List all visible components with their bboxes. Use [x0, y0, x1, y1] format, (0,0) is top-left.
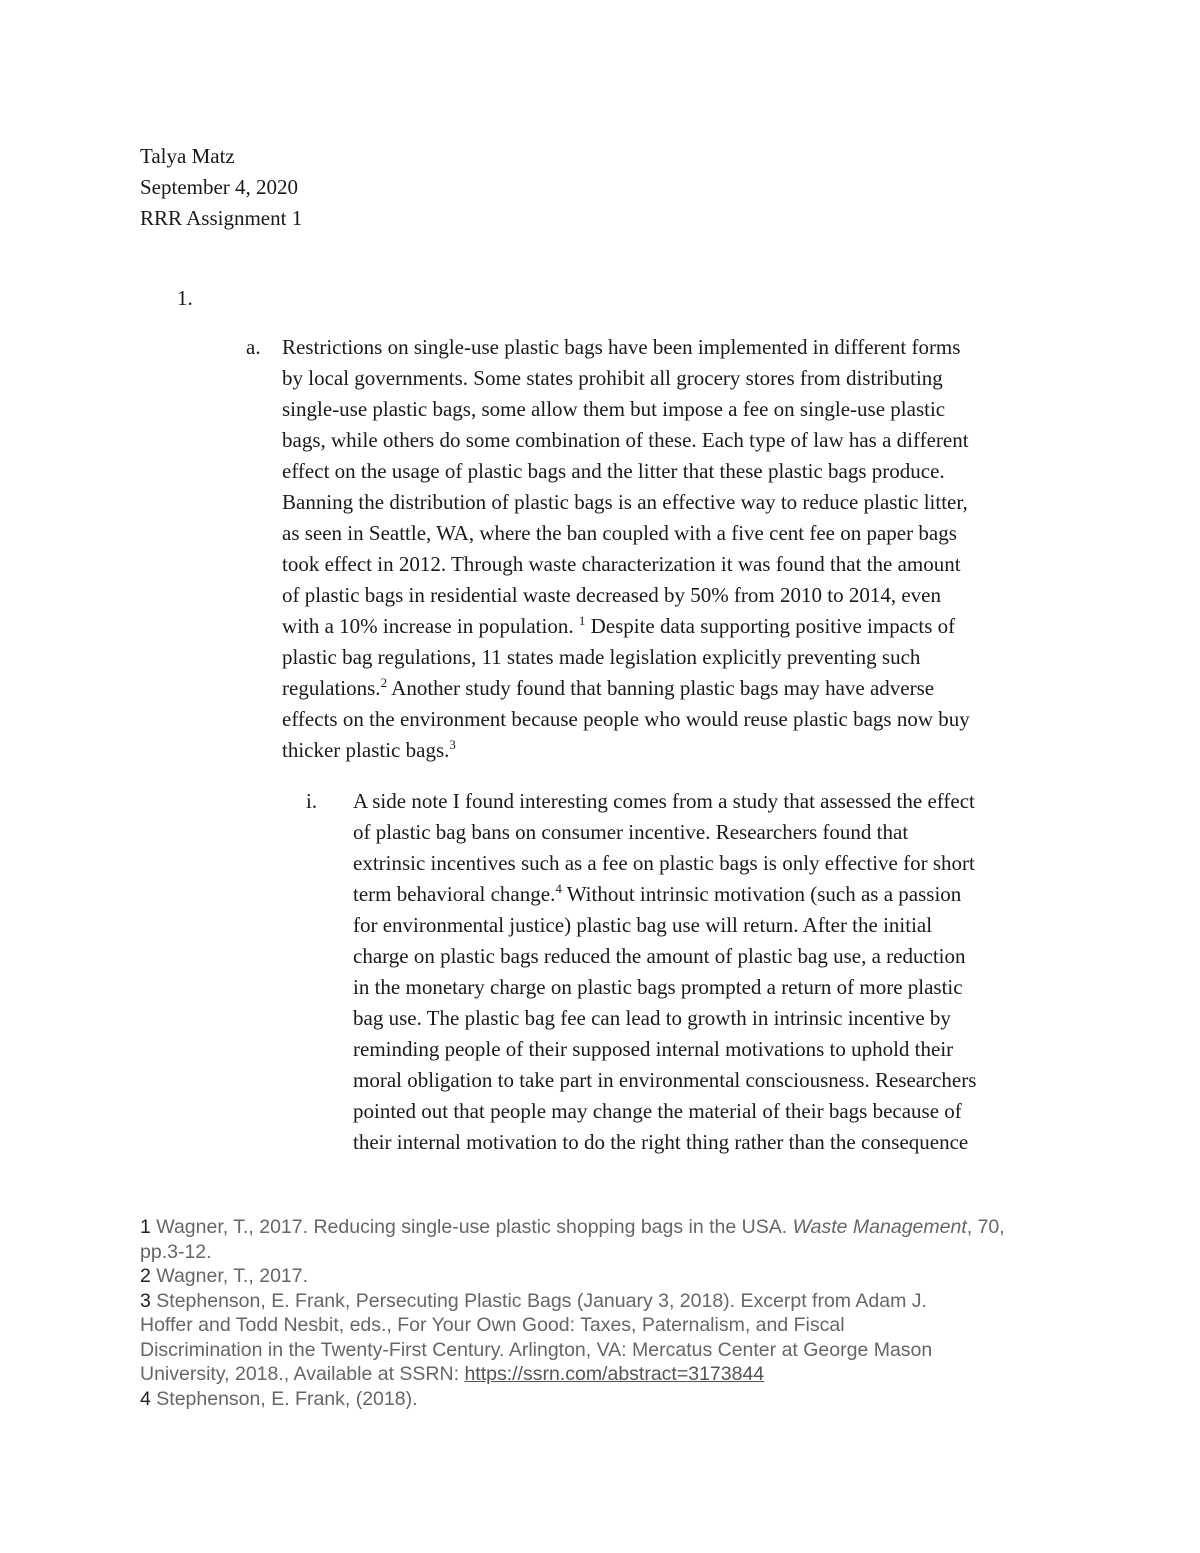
footnote-number: 3	[140, 1289, 151, 1312]
footnote-ref-1[interactable]: 1	[578, 613, 586, 628]
footnote-text: , 70,	[966, 1216, 1005, 1238]
paragraph-line: of plastic bag bans on consumer incentive. Researchers found that	[353, 820, 909, 844]
author-name: Talya Matz	[140, 144, 235, 168]
footnote-line	[140, 1264, 1060, 1289]
line-text: Despite data supporting positive impacts of	[585, 614, 956, 638]
journal-title: Waste Management	[792, 1216, 967, 1238]
list-marker-a: a.	[246, 335, 261, 359]
footnote-text: University, 2018., Available at SSRN:	[140, 1363, 465, 1385]
paragraph-line: for environmental justice) plastic bag use will return. After the initial	[353, 913, 933, 937]
list-marker-i: i.	[306, 789, 318, 813]
paragraph-line: pointed out that people may change the material of their bags because of	[353, 1099, 962, 1123]
paragraph-line: Restrictions on single-use plastic bags have been implemented in different forms	[282, 335, 961, 359]
footnote-line	[140, 1362, 1060, 1387]
line-text: Another study found that banning plastic bags may have adverse	[387, 676, 935, 700]
footnote-line	[140, 1289, 1060, 1314]
footnote-number: 1	[140, 1216, 151, 1238]
document-header	[140, 141, 302, 234]
footnote-line: Hoffer and Todd Nesbit, eds., For Your Own Good: Taxes, Paternalism, and Fiscal	[140, 1314, 845, 1336]
footnotes	[140, 1215, 1060, 1411]
paragraph-a	[282, 332, 1072, 766]
footnote-1	[140, 1215, 1060, 1264]
footnote-2	[140, 1264, 1060, 1289]
list-marker-1: 1.	[177, 286, 193, 310]
line-text: term behavioral change.	[353, 882, 556, 906]
paragraph-line: reminding people of their supposed internal motivations to uphold their	[353, 1037, 954, 1061]
footnote-ref-2[interactable]: 2	[380, 675, 388, 690]
paragraph-line: by local governments. Some states prohibit all grocery stores from distributing	[282, 366, 943, 390]
footnote-text: Wagner, T., 2017. Reducing single-use plastic shopping bags in the USA.	[150, 1216, 793, 1238]
paragraph-line: plastic bag regulations, 11 states made legislation explicitly preventing such	[282, 645, 921, 669]
footnote-ref-4[interactable]: 4	[555, 881, 562, 896]
paragraph-line	[282, 611, 1072, 642]
paragraph-line: bags, while others do some combination of these. Each type of law has a different	[282, 428, 969, 452]
paragraph-line: Banning the distribution of plastic bags is an effective way to reduce plastic litter,	[282, 490, 968, 514]
paragraph-line: moral obligation to take part in environmental consciousness. Researchers	[353, 1068, 977, 1092]
footnote-line	[140, 1215, 1060, 1240]
paragraph-line: single-use plastic bags, some allow them but impose a fee on single-use plastic	[282, 397, 946, 421]
ssrn-link[interactable]: https://ssrn.com/abstract=3173844	[464, 1363, 765, 1385]
footnote-line: pp.3-12.	[140, 1240, 212, 1263]
footnote-4	[140, 1387, 1060, 1412]
footnote-line: Discrimination in the Twenty-First Century. Arlington, VA: Mercatus Center at George Mason	[140, 1338, 933, 1361]
paragraph-line: A side note I found interesting comes from a study that assessed the effect	[353, 789, 975, 813]
paragraph-line	[353, 879, 1073, 910]
paragraph-i	[353, 786, 1073, 1158]
paragraph-line: their internal motivation to do the right thing rather than the consequence	[353, 1130, 969, 1154]
paragraph-line: of plastic bags in residential waste decreased by 50% from 2010 to 2014, even	[282, 583, 941, 607]
footnote-text: Stephenson, E. Frank, (2018).	[150, 1387, 418, 1410]
paragraph-line: effects on the environment because people who would reuse plastic bags now buy	[282, 707, 970, 731]
paragraph-line: bag use. The plastic bag fee can lead to growth in intrinsic incentive by	[353, 1006, 951, 1030]
paragraph-line: in the monetary charge on plastic bags prompted a return of more plastic	[353, 975, 963, 999]
paragraph-line: as seen in Seattle, WA, where the ban coupled with a five cent fee on paper bags	[282, 521, 957, 545]
paragraph-line: effect on the usage of plastic bags and the litter that these plastic bags produce.	[282, 459, 945, 483]
line-text: with a 10% increase in population.	[282, 614, 579, 638]
footnote-line	[140, 1387, 1060, 1412]
paragraph-line: charge on plastic bags reduced the amount of plastic bag use, a reduction	[353, 944, 966, 968]
paragraph-line	[282, 735, 1072, 766]
document-date: September 4, 2020	[140, 175, 299, 199]
footnote-text: Wagner, T., 2017.	[150, 1265, 309, 1287]
footnote-ref-3[interactable]: 3	[449, 737, 456, 752]
line-text: thicker plastic bags.	[282, 738, 450, 762]
line-text: regulations.	[282, 676, 381, 700]
paragraph-line: extrinsic incentives such as a fee on plastic bags is only effective for short	[353, 851, 975, 875]
footnote-3	[140, 1289, 1060, 1387]
paragraph-line	[282, 673, 1072, 704]
paragraph-line: took effect in 2012. Through waste characterization it was found that the amount	[282, 552, 961, 576]
footnote-number: 2	[140, 1265, 151, 1287]
assignment-title: RRR Assignment 1	[140, 206, 303, 230]
footnote-text: Stephenson, E. Frank, Persecuting Plastic Bags (January 3, 2018). Excerpt from Adam J.	[150, 1289, 927, 1312]
line-text: Without intrinsic motivation (such as a passion	[561, 882, 962, 906]
footnote-number: 4	[140, 1387, 151, 1410]
